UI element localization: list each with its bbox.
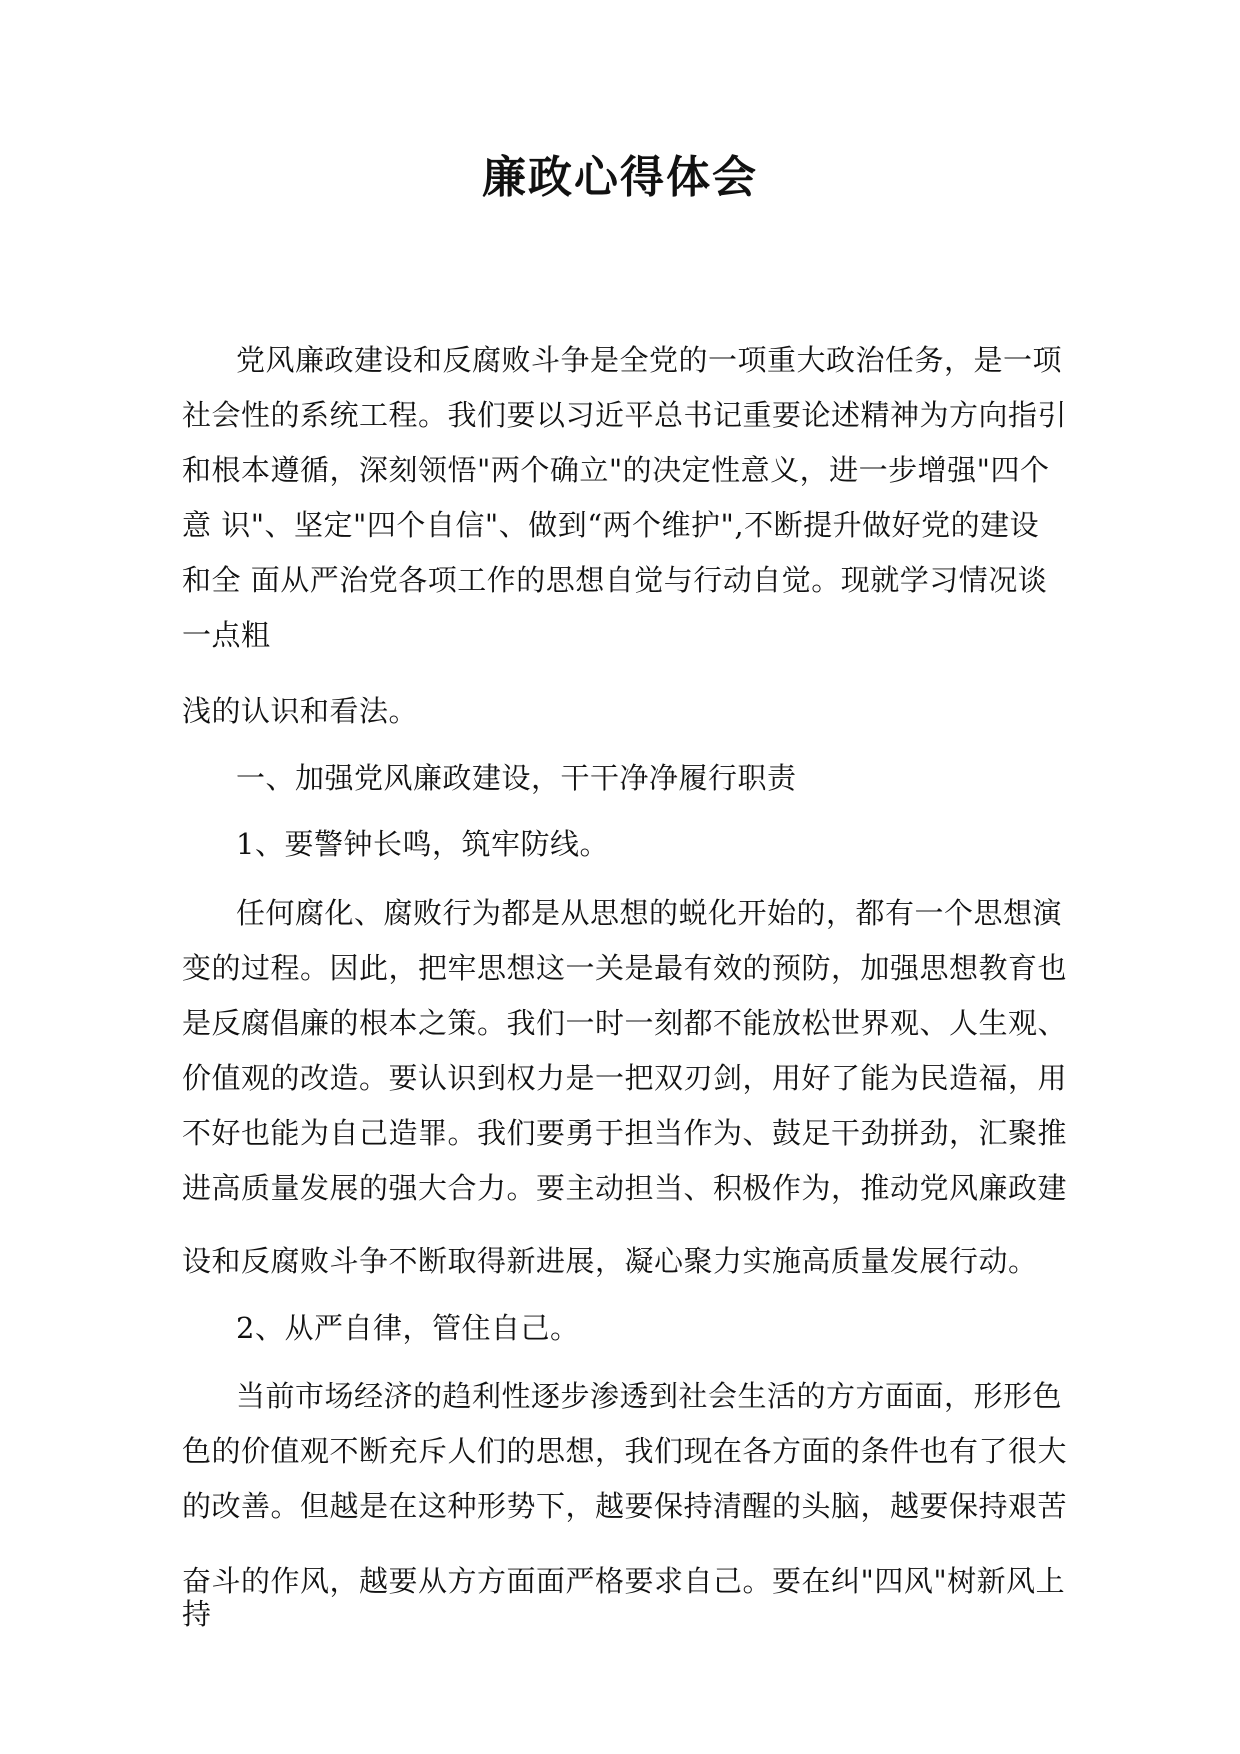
paragraph-line: 和根本遵循，深刻领悟"两个确立"的决定性意义，进一步增强"四个 [182, 453, 1050, 487]
paragraph-line: 和全 面从严治党各项工作的思想自觉与行动自觉。现就学习情况谈 [182, 563, 1048, 597]
paragraph-line: 持 [182, 1597, 212, 1631]
paragraph-line: 价值观的改造。要认识到权力是一把双刃剑，用好了能为民造福，用 [182, 1061, 1068, 1095]
paragraph-line: 进高质量发展的强大合力。要主动担当、积极作为，推动党风廉政建 [182, 1171, 1068, 1205]
paragraph-line: 奋斗的作风，越要从方方面面严格要求自己。要在纠"四风"树新风上 [182, 1564, 1066, 1598]
subsection-heading: 2、从严自律，管住自己。 [236, 1311, 580, 1345]
paragraph-line: 变的过程。因此，把牢思想这一关是最有效的预防，加强思想教育也 [182, 951, 1068, 985]
subsection-heading: 1、要警钟长鸣，筑牢防线。 [236, 827, 609, 861]
paragraph-line: 一点粗 [182, 618, 271, 652]
paragraph-line: 当前市场经济的趋利性逐步渗透到社会生活的方方面面，形形色 [236, 1379, 1063, 1413]
paragraph-line: 意 识"、坚定"四个自信"、做到“两个维护",不断提升做好党的建设 [182, 508, 1040, 542]
paragraph-line: 不好也能为自己造罪。我们要勇于担当作为、鼓足干劲拼劲，汇聚推 [182, 1116, 1068, 1150]
section-heading: 一、加强党风廉政建设，干干净净履行职责 [236, 761, 797, 795]
paragraph-line: 浅的认识和看法。 [182, 694, 419, 728]
paragraph-line: 设和反腐败斗争不断取得新进展，凝心聚力实施高质量发展行动。 [182, 1244, 1038, 1278]
paragraph-line: 社会性的系统工程。我们要以习近平总书记重要论述精神为方向指引 [182, 398, 1068, 432]
paragraph-line: 党风廉政建设和反腐败斗争是全党的一项重大政治任务，是一项 [236, 343, 1063, 377]
document-title: 廉政心得体会 [482, 152, 758, 203]
paragraph-line: 是反腐倡廉的根本之策。我们一时一刻都不能放松世界观、人生观、 [182, 1006, 1068, 1040]
paragraph-line: 任何腐化、腐败行为都是从思想的蜕化开始的，都有一个思想演 [236, 896, 1063, 930]
paragraph-line: 色的价值观不断充斥人们的思想，我们现在各方面的条件也有了很大 [182, 1434, 1068, 1468]
paragraph-line: 的改善。但越是在这种形势下，越要保持清醒的头脑，越要保持艰苦 [182, 1489, 1068, 1523]
